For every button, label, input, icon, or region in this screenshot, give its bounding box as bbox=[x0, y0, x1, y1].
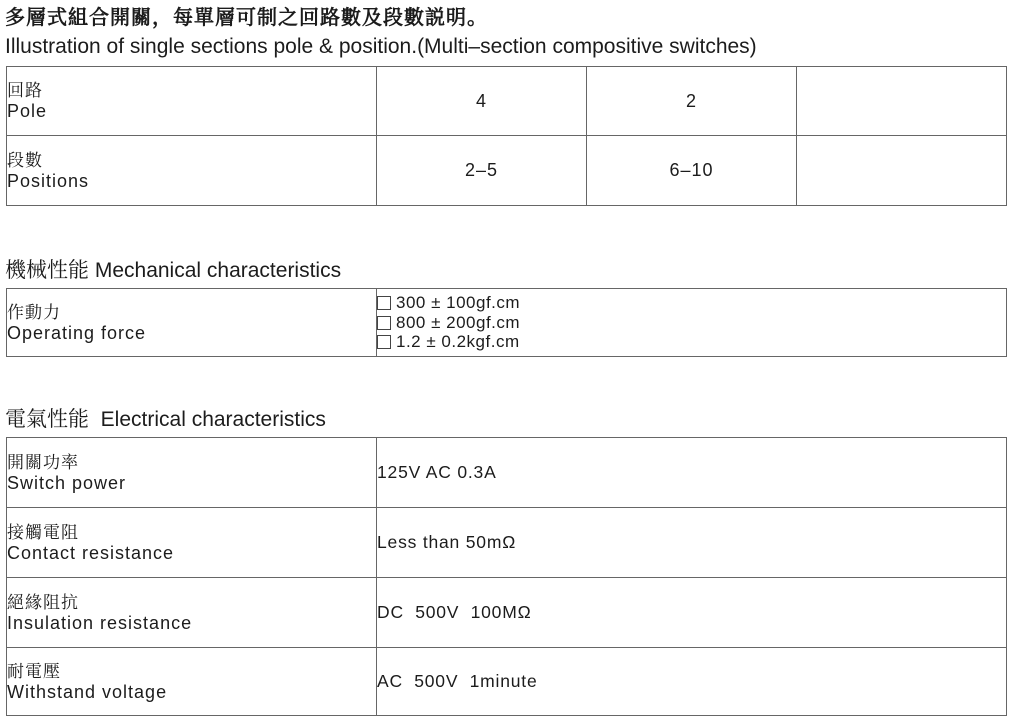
row-label-en: Insulation resistance bbox=[7, 612, 193, 633]
positions-value: 6–10 bbox=[587, 136, 797, 206]
row-label-cell bbox=[7, 578, 377, 648]
option-label: 800 ± 200gf.cm bbox=[396, 312, 521, 332]
positions-value: 2–5 bbox=[377, 136, 587, 206]
row-label-zh: 絕緣阻抗 bbox=[7, 592, 79, 613]
contact-resistance-value: Less than 50mΩ bbox=[377, 508, 1007, 578]
mechanical-table bbox=[6, 288, 1007, 357]
row-label-en: Switch power bbox=[7, 472, 127, 493]
option-label: 300 ± 100gf.cm bbox=[396, 293, 521, 313]
row-label-zh: 耐電壓 bbox=[7, 661, 61, 682]
mechanical-heading-zh: 機械性能 bbox=[5, 258, 89, 282]
option-checkbox[interactable] bbox=[377, 316, 391, 330]
page-title-zh: 多層式組合開關，每單層可制之回路數及段數説明。 bbox=[5, 5, 488, 29]
row-label-zh: 段數 bbox=[7, 150, 43, 171]
table-row bbox=[7, 578, 1007, 648]
option-checkbox[interactable] bbox=[377, 296, 391, 310]
row-label-zh: 作動力 bbox=[7, 302, 61, 323]
switch-power-value: 125V AC 0.3A bbox=[377, 438, 1007, 508]
pole-positions-table bbox=[6, 66, 1007, 206]
row-label-cell bbox=[7, 648, 377, 716]
mechanical-heading bbox=[5, 257, 341, 284]
row-label-cell bbox=[7, 508, 377, 578]
electrical-heading-en: Electrical characteristics bbox=[100, 408, 326, 431]
electrical-heading bbox=[5, 406, 326, 433]
row-label-cell bbox=[7, 67, 377, 136]
table-row-positions bbox=[7, 136, 1007, 206]
row-label-cell bbox=[7, 289, 377, 357]
row-label-cell bbox=[7, 438, 377, 508]
operating-force-option bbox=[377, 332, 1006, 352]
row-label-zh: 回路 bbox=[7, 81, 43, 101]
row-label-en: Pole bbox=[7, 101, 48, 121]
row-label-cell bbox=[7, 136, 377, 206]
table-row-operating-force bbox=[7, 289, 1007, 357]
electrical-heading-zh: 電氣性能 bbox=[5, 407, 89, 431]
insulation-resistance-value: DC 500V 100MΩ bbox=[377, 578, 1007, 648]
withstand-voltage-value: AC 500V 1minute bbox=[377, 648, 1007, 716]
table-row bbox=[7, 438, 1007, 508]
row-label-zh: 接觸電阻 bbox=[7, 522, 79, 543]
table-row bbox=[7, 508, 1007, 578]
row-label-zh: 開關功率 bbox=[7, 452, 79, 473]
row-label-en: Positions bbox=[7, 170, 90, 191]
page-title-en: Illustration of single sections pole & position.(Multi–section compositive switches) bbox=[5, 35, 757, 58]
operating-force-option bbox=[377, 313, 1006, 333]
pole-value: 4 bbox=[377, 67, 587, 136]
operating-force-options bbox=[377, 289, 1007, 357]
row-label-en: Operating force bbox=[7, 322, 147, 343]
option-checkbox[interactable] bbox=[377, 335, 391, 349]
table-row bbox=[7, 648, 1007, 716]
option-label: 1.2 ± 0.2kgf.cm bbox=[396, 332, 520, 352]
row-label-en: Withstand voltage bbox=[7, 681, 168, 702]
table-row-pole bbox=[7, 67, 1007, 136]
mechanical-heading-en: Mechanical characteristics bbox=[94, 259, 342, 282]
operating-force-option bbox=[377, 293, 1006, 313]
pole-value: 2 bbox=[587, 67, 797, 136]
empty-cell bbox=[797, 67, 1007, 136]
electrical-table bbox=[6, 437, 1007, 716]
empty-cell bbox=[797, 136, 1007, 206]
row-label-en: Contact resistance bbox=[7, 542, 175, 563]
